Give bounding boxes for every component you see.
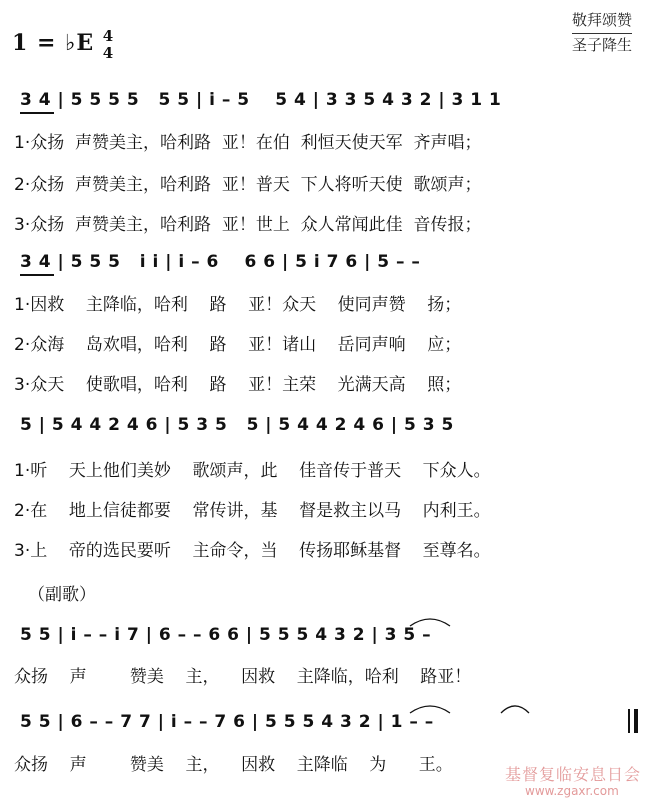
lyric-line: 1·众扬 声赞美主，哈利路 亚！在伯 利恒天使天军 齐声唱； [14, 133, 482, 153]
refrain-notation-line-1: 5 5 | i̇ – – i̇ 7 | 6 – – 6 6 | 5 5 5 4 3 2 | 3 5 – [20, 625, 432, 645]
watermark-text: 基督复临安息日会 [505, 765, 642, 784]
lyric-line: 3·众天 使歌唱，哈利 路 亚！主荣 光满天高 照； [14, 375, 462, 395]
final-barline-thin [628, 709, 630, 733]
notation-line-2: 3 4 | 5 5 5 i̇ i̇ | i̇ – 6 6 6 | 5 i̇ 7 6 | 5 – – [20, 252, 421, 272]
refrain-lyric-line-2: 众扬 声 赞美 主， 因救 主降临 为 王。 [14, 755, 453, 775]
lyric-line: 3·众扬 声赞美主，哈利路 亚！世上 众人常闻此佳 音传报； [14, 215, 482, 235]
key-signature: 1 = ♭E [12, 30, 95, 56]
beam [20, 112, 54, 114]
lyric-line: 2·在 地上信徒都要 常传讲，基 督是救主以马 内利王。 [14, 501, 491, 521]
lyric-line: 1·因救 主降临，哈利 路 亚！众天 使同声赞 扬； [14, 295, 462, 315]
tie-mark [400, 612, 460, 628]
tie-mark [495, 699, 535, 715]
time-signature-top: 4 [102, 27, 114, 45]
notation-line-1: 3 4 | 5 5 5 5 5 5 | i̇ – 5 5 4 | 3 3 5 4 3 2 | 3 1 1 [20, 90, 502, 110]
time-signature-bottom: 4 [102, 44, 114, 62]
refrain-notation-line-2: 5 5 | 6 – – 7 7 | i̇ – – 7 6 | 5 5 5 4 3 2 | 1 – – [20, 712, 434, 732]
song-title-line1: 敬拜颂赞 [571, 11, 632, 29]
time-signature [100, 28, 116, 62]
refrain-lyric-line-1: 众扬 声 赞美 主， 因救 主降临，哈利 路亚！ [14, 667, 472, 687]
tie-mark [400, 699, 460, 715]
final-barline-thick [634, 709, 638, 733]
refrain-label: （副歌） [28, 585, 96, 605]
song-title-line2: 圣子降生 [572, 33, 632, 56]
lyric-line: 2·众扬 声赞美主，哈利路 亚！普天 下人将听天使 歌颂声； [14, 175, 482, 195]
lyric-line: 1·听 天上他们美妙 歌颂声，此 佳音传于普天 下众人。 [14, 461, 491, 481]
notation-line-3: 5 | 5 4 4 2 4 6 | 5 3 5 5 | 5 4 4 2 4 6 | 5 3 5 [20, 415, 454, 435]
lyric-line: 2·众海 岛欢唱，哈利 路 亚！诸山 岳同声响 应； [14, 335, 462, 355]
beam [20, 274, 54, 276]
watermark-url: www.zgaxr.com [525, 784, 619, 798]
song-title [572, 10, 632, 56]
lyric-line: 3·上 帝的选民要听 主命令，当 传扬耶稣基督 至尊名。 [14, 541, 491, 561]
